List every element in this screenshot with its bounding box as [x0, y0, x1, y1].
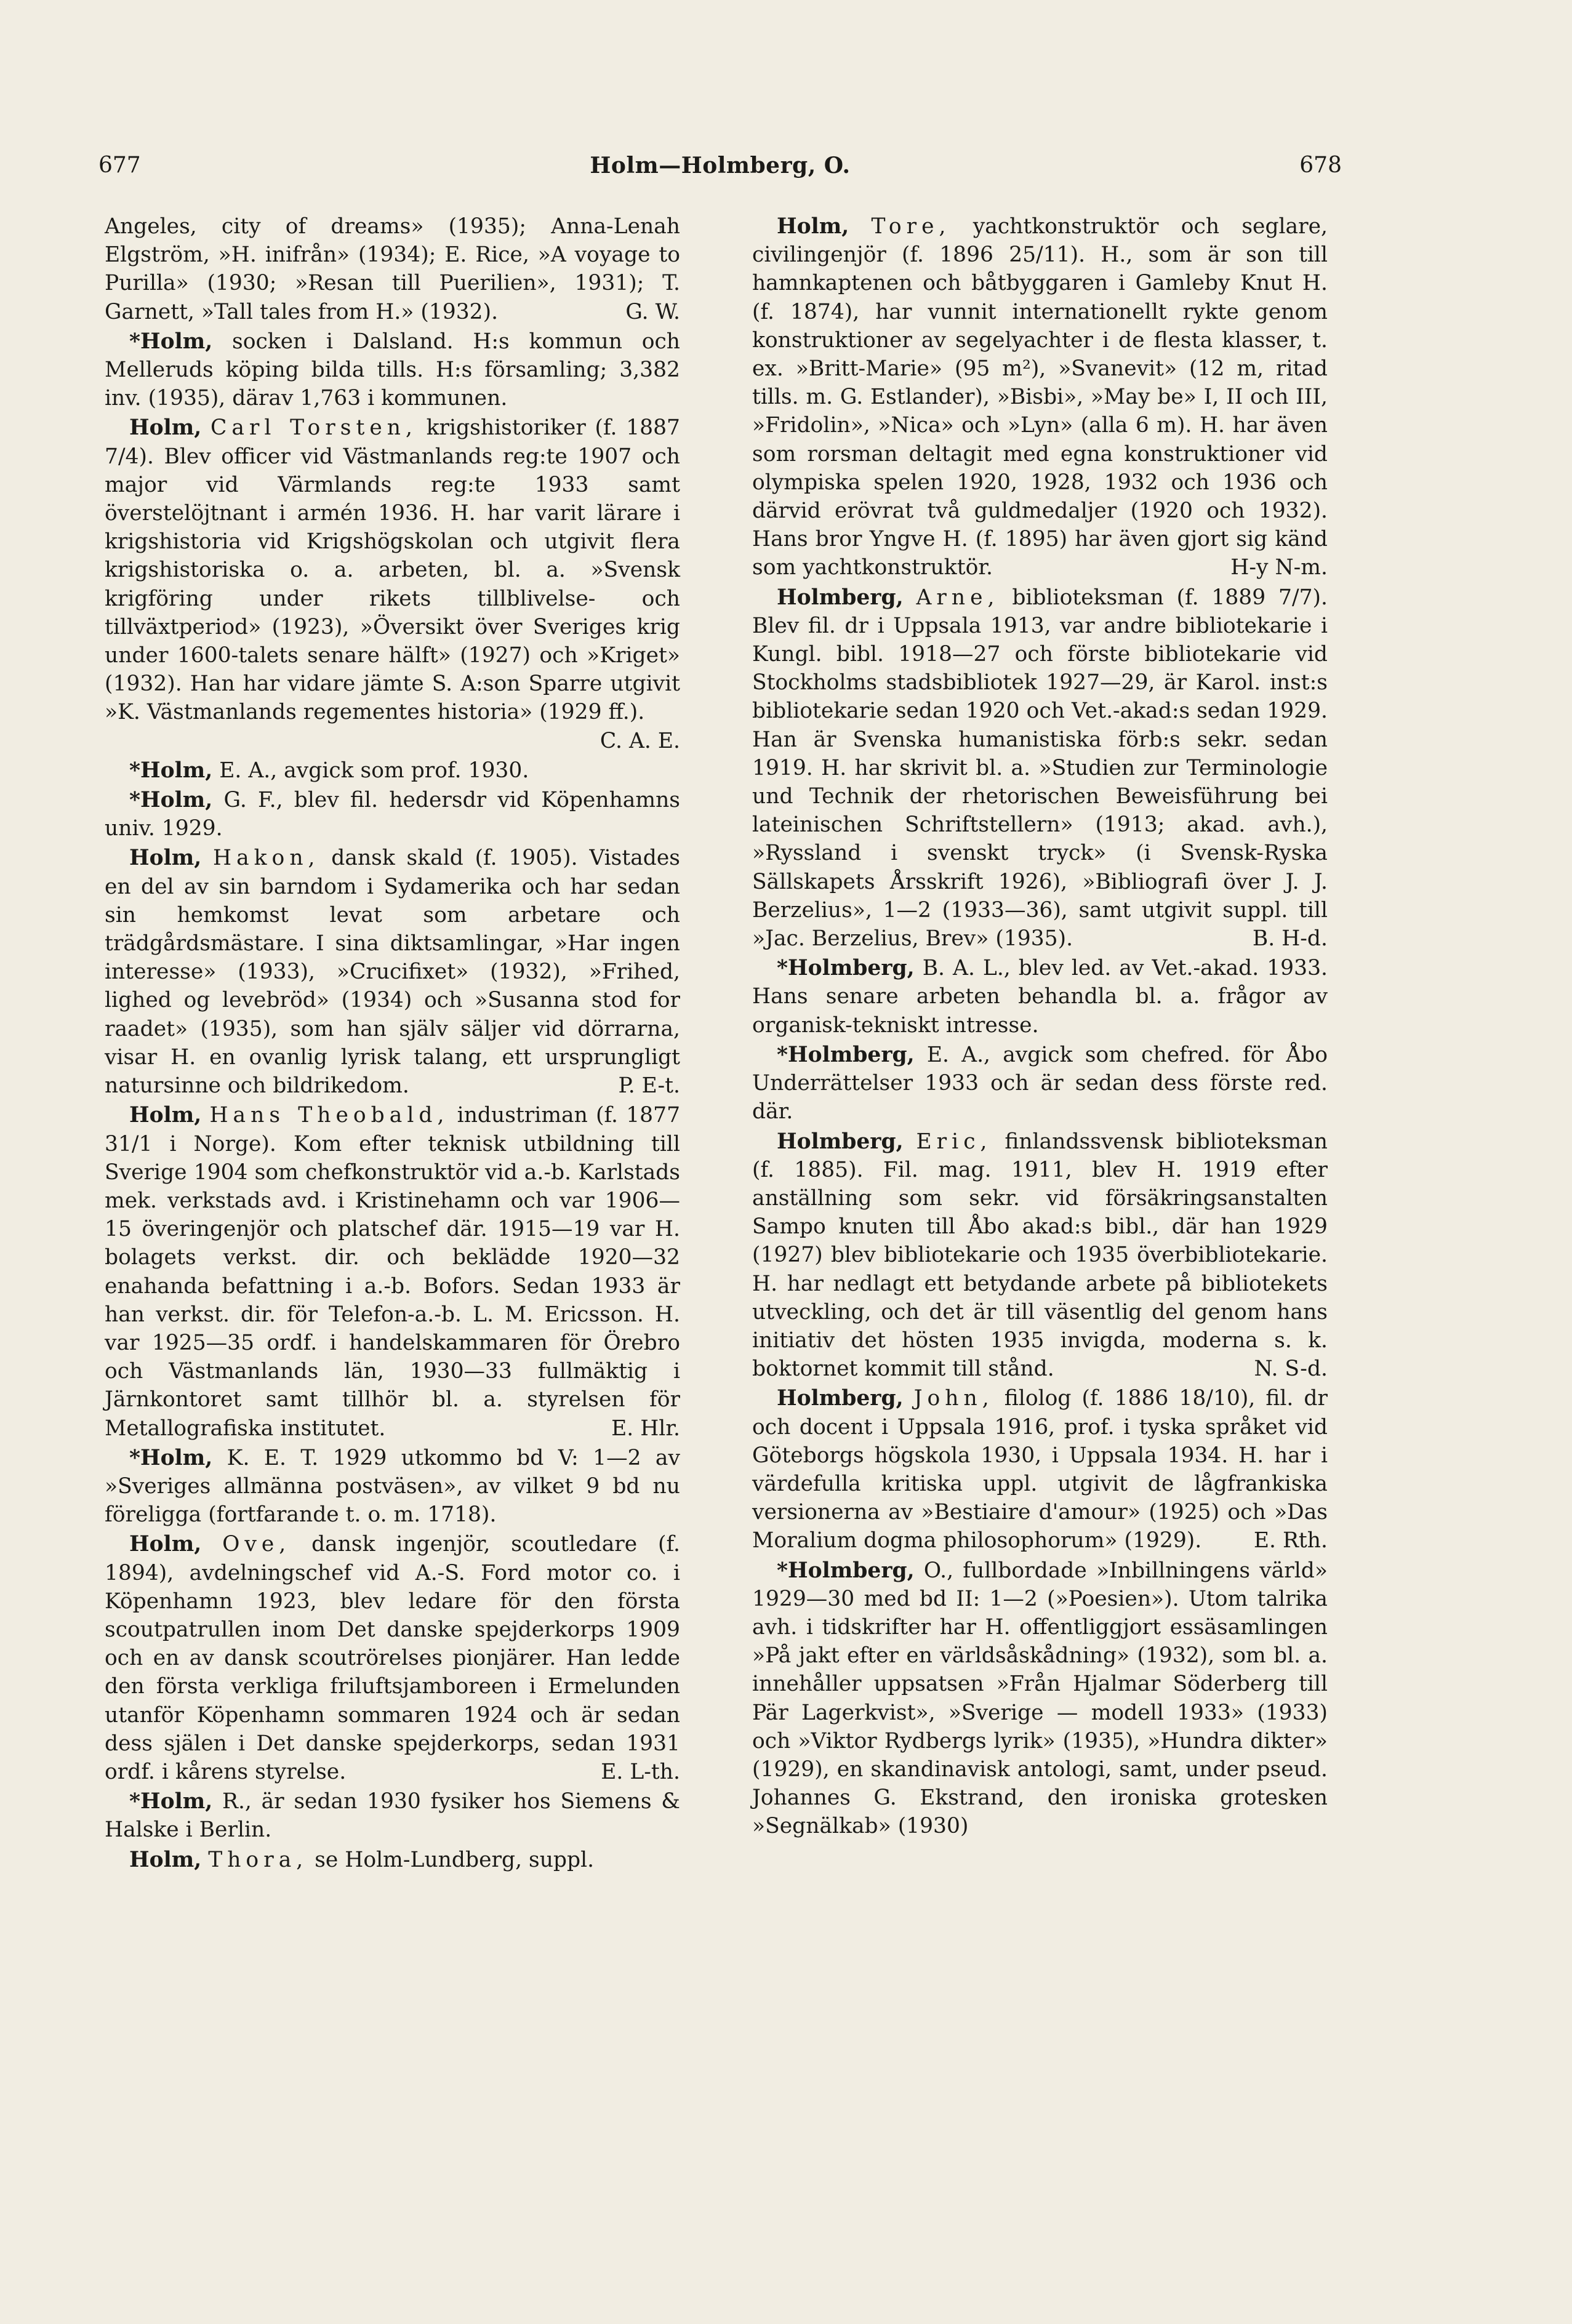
entry-given-name: Carl Torsten, [210, 415, 417, 441]
entry-text: K. E. T. 1929 utkommo bd V: 1—2 av »Sveriges allmänna postväsen», av vilket 9 bd nu föreligga (fortfarande t. o. m. 1718). [105, 1445, 680, 1528]
entry-headword: Holm, [129, 846, 202, 871]
encyclopedia-entry [752, 1128, 1328, 1384]
encyclopedia-entry [105, 1444, 680, 1529]
entry-text: dansk ingenjör, scoutledare (f. 1894), avdelningschef vid A.-S. Ford motor co. i Köpenhamn 1923, blev ledare för den första scoutpatrullen inom Det danske spejderkorps 1909 och en av dansk scoutrörelses pionjärer. Han ledde den första verkliga friluftsjamboreen i Ermelunden utanför Köpenhamn sommaren 1924 och är sedan dess själen i Det danske spejderkorps, sedan 1931 ordf. i kårens styrelse. [105, 1532, 680, 1784]
entry-signature: N. S-d. [1254, 1356, 1328, 1382]
entry-headword: Holmberg, [777, 1129, 904, 1154]
page-number-right: 678 [1299, 153, 1342, 178]
entry-headword: *Holmberg, [777, 956, 915, 981]
entry-text: krigshistoriker (f. 1887 7/4). Blev officer vid Västmanlands reg:te 1907 och major vid Värmlands reg:te 1933 samt överstelöjtnant i armén 1936. H. har varit lärare i krigshistoria vid Krigshögskolan och utgivit flera krigshistoriska o. a. arbeten, bl. a. »Svensk krigföring under rikets tillblivelse- och tillväxtperiod» (1923), »Översikt över Sveriges krig under 1600-talets senare hälft» (1927) och »Kriget» (1932). Han har vidare jämte S. A:son Sparre utgivit »K. Västmanlands regementes historia» (1929 ff.). [105, 415, 681, 725]
entry-text: B. A. L., blev led. av Vet.-akad. 1933. Hans senare arbeten behandla bl. a. frågor av organisk-tekniskt intresse. [752, 956, 1328, 1038]
entry-signature: H-y N-m. [1230, 555, 1328, 580]
encyclopedia-entry [105, 756, 680, 785]
left-column [105, 212, 680, 1875]
entry-headword: Holm, [777, 214, 849, 239]
encyclopedia-entry [752, 1557, 1328, 1841]
entry-headword: *Holm, [129, 758, 213, 783]
entry-signature: P. E-t. [618, 1073, 680, 1099]
entry-given-name: John, [913, 1386, 994, 1411]
entry-text: Angeles, city of dreams» (1935); Anna-Lenah Elgström, »H. inifrån» (1934); E. Rice, »A voyage to Purilla» (1930; »Resan till Puerilien», 1931); T. Garnett, »Tall tales from H.» (1932). [105, 214, 680, 324]
encyclopedia-entry [105, 1846, 680, 1874]
entry-text: R., är sedan 1930 fysiker hos Siemens & Halske i Berlin. [105, 1789, 680, 1843]
encyclopedia-entry [752, 1384, 1328, 1555]
encyclopedia-entry [105, 1787, 680, 1844]
entry-signature: E. Rth. [1253, 1528, 1328, 1553]
entry-headword: Holm, [129, 1103, 202, 1128]
entry-text: finlandssvensk biblioteksman (f. 1885). Fil. mag. 1911, blev H. 1919 efter anställning som sekr. vid försäkringsanstalten Sampo knuten till Åbo akad:s bibl., där han 1929 (1927) blev bibliotekarie och 1935 överbibliotekarie. H. har nedlagt ett betydande arbete på bibliotekets utveckling, och det är till väsentlig del genom hans initiativ det hösten 1935 invigda, moderna s. k. boktornet kommit till stånd. [752, 1129, 1328, 1382]
entry-text: industriman (f. 1877 31/1 i Norge). Kom efter teknisk utbildning till Sverige 1904 som chefkonstruktör vid a.-b. Karlstads mek. verkstads avd. i Kristinehamn och var 1906—15 överingenjör och platschef där. 1915—19 var H. bolagets verkst. dir. och beklädde 1920—32 enahanda befattning i a.-b. Bofors. Sedan 1933 är han verkst. dir. för Telefon-a.-b. L. M. Ericsson. H. var 1925—35 ordf. i handelskammaren för Örebro och Västmanlands län, 1930—33 fullmäktig i Järnkontoret samt tillhör bl. a. styrelsen för Metallografiska institutet. [105, 1103, 681, 1441]
entry-text: socken i Dalsland. H:s kommun och Melleruds köping bilda tills. H:s församling; 3,382 inv. (1935), därav 1,763 i kommunen. [105, 329, 681, 411]
entry-headword: Holmberg, [777, 1386, 904, 1411]
encyclopedia-entry [752, 212, 1328, 582]
entry-signature: G. W. [625, 299, 680, 324]
entry-headword: Holm, [129, 1532, 202, 1557]
encyclopedia-entry [752, 954, 1328, 1040]
entry-headword: *Holm, [129, 788, 213, 813]
entry-given-name: Arne, [916, 585, 1000, 610]
entry-headword: Holmberg, [777, 585, 904, 610]
entry-given-name: Ove, [222, 1532, 291, 1557]
right-column [752, 212, 1328, 1842]
encyclopedia-entry [105, 414, 680, 755]
entry-given-name: Hakon, [213, 846, 320, 871]
encyclopedia-entry [105, 212, 680, 326]
entry-headword: *Holm, [129, 1789, 213, 1814]
entry-headword: *Holm, [129, 1445, 213, 1470]
entry-given-name: Eric, [916, 1129, 992, 1154]
entry-text: filolog (f. 1886 18/10), fil. dr och docent i Uppsala 1916, prof. i tyska språket vid Göteborgs högskola 1930, i Uppsala 1934. H. har i värdefulla kritiska uppl. utgivit de lågfrankiska versionerna av »Bestiaire d'amour» (1925) och »Das Moralium dogma philosophorum» (1929). [752, 1386, 1328, 1553]
entry-headword: *Holmberg, [777, 1558, 915, 1583]
entry-given-name: Hans Theobald, [209, 1103, 449, 1128]
entry-text: G. F., blev fil. hedersdr vid Köpenhamns univ. 1929. [105, 788, 681, 841]
entry-text: dansk skald (f. 1905). Vistades en del av sin barndom i Sydamerika och har sedan sin hemkomst levat som arbetare och trädgårdsmästare. I sina diktsamlingar, »Har ingen interesse» (1933), »Crucifixet» (1932), »Frihed, lighed og levebröd» (1934) och »Susanna stod for raadet» (1935), som han själv säljer vid dörrarna, visar H. en ovanlig lyrisk talang, ett ursprungligt natursinne och bildrikedom. [105, 846, 680, 1099]
entry-headword: *Holmberg, [777, 1042, 915, 1067]
encyclopedia-entry [105, 786, 680, 843]
entry-given-name: Tore, [871, 214, 951, 239]
encyclopedia-entry [105, 1101, 680, 1442]
entry-headword: Holm, [129, 1847, 202, 1872]
entry-signature: E. L-th. [601, 1759, 680, 1784]
entry-signature: E. Hlr. [611, 1416, 680, 1441]
page-number-left: 677 [98, 153, 141, 178]
entry-text: E. A., avgick som chefred. för Åbo Underrättelser 1933 och är sedan dess förste red. där. [752, 1042, 1328, 1124]
entry-signature: B. H-d. [1252, 926, 1328, 952]
running-header [98, 153, 1342, 190]
encyclopedia-entry [105, 327, 680, 413]
entry-text: biblioteksman (f. 1889 7/7). Blev fil. dr i Uppsala 1913, var andre bibliotekarie i Kungl. bibl. 1918—27 och förste bibliotekarie vid Stockholms stadsbibliotek 1927—29, är Karol. inst:s bibliotekarie sedan 1920 och Vet.-akad:s sedan 1929. Han är Svenska humanistiska förb:s sekr. sedan 1919. H. har skrivit bl. a. »Studien zur Terminologie und Technik der rhetorischen Beweisführung bei lateinischen Schriftstellern» (1913; akad. avh.), »Ryssland i svenskt tryck» (i Svensk-Ryska Sällskapets Årsskrift 1926), »Bibliografi över J. J. Berzelius», 1—2 (1933—36), samt utgivit suppl. till »Jac. Berzelius, Brev» (1935). [752, 585, 1328, 952]
entry-headword: *Holm, [129, 329, 213, 354]
encyclopedia-entry [752, 1041, 1328, 1126]
entry-signature: C. A. E. [600, 728, 680, 753]
entry-text: E. A., avgick som prof. 1930. [219, 758, 529, 783]
entry-text: se Holm-Lundberg, suppl. [315, 1847, 595, 1872]
entry-headword: Holm, [129, 415, 202, 441]
entry-text: O., fullbordade »Inbillningens värld» 1929—30 med bd II: 1—2 (»Poesien»). Utom talrika avh. i tidskrifter har H. offentliggjort essäsamlingen »På jakt efter en världsåskådning» (1932), som bl. a. innehåller uppsatsen »Från Hjalmar Söderberg till Pär Lagerkvist», »Sverige — modell 1933» (1933) och »Viktor Rydbergs lyrik» (1935), »Hundra dikter» (1929), en skandinavisk antologi, samt, under pseud. Johannes G. Ekstrand, den ironiska grotesken »Segnälkab» (1930) [752, 1558, 1328, 1839]
encyclopedia-entry [105, 1530, 680, 1786]
entry-text: yachtkonstruktör och seglare, civilingenjör (f. 1896 25/11). H., som är son till hamnkaptenen och båtbyggaren i Gamleby Knut H. (f. 1874), har vunnit internationellt rykte genom konstruktioner av segelyachter i de flesta klasser, t. ex. »Britt-Marie» (95 m²), »Svanevit» (12 m, ritad tills. m. G. Estlander), »Bisbi», »May be» I, II och III, »Fridolin», »Nica» och »Lyn» (alla 6 m). H. har även som rorsman deltagit med egna konstruktioner vid olympiska spelen 1920, 1928, 1932 och 1936 och därvid erövrat två guldmedaljer (1920 och 1932). Hans bror Yngve H. (f. 1895) har även gjort sig känd som yachtkonstruktör. [752, 214, 1328, 580]
encyclopedia-entry [105, 844, 680, 1100]
encyclopedia-entry [752, 583, 1328, 953]
entry-given-name: Thora, [208, 1847, 308, 1872]
running-title: Holm—Holmberg, O. [590, 153, 851, 178]
